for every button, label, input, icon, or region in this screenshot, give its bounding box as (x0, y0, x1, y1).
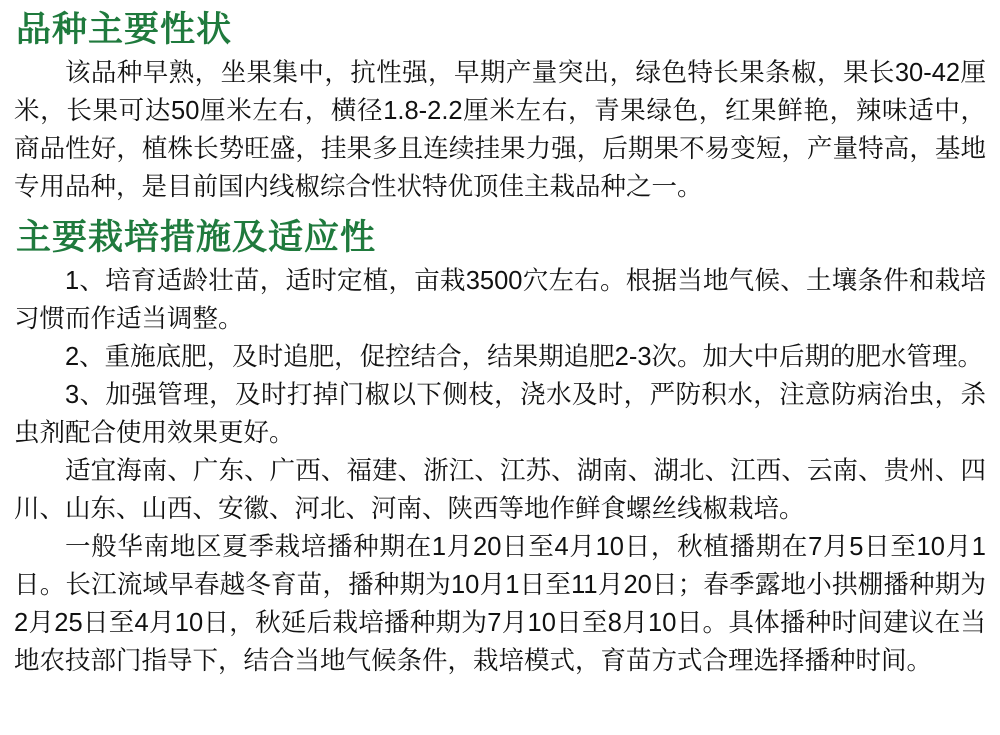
paragraph-variety-traits: 该品种早熟，坐果集中，抗性强，早期产量突出，绿色特长果条椒，果长30-42厘米，长果可达50厘米左右，横径1.8-2.2厘米左右，青果绿色，红果鲜艳，辣味适中，商品性好，植株长势旺盛，挂果多且连续挂果力强，后期果不易变短，产量特高，基地专用品种，是目前国内线椒综合性状特优顶佳主栽品种之一。 (14, 59, 986, 201)
section-heading-variety-traits: 品种主要性状 (16, 10, 233, 49)
paragraph-sowing-schedule: 一般华南地区夏季栽培播种期在1月20日至4月10日，秋植播期在7月5日至10月1日。长江流域早春越冬育苗，播种期为10月1日至11月20日；春季露地小拱棚播种期为2月25日至4月10日，秋延后栽培播种期为7月10日至8月10日。具体播种时间建议在当地农技部门指导下，结合当地气候条件，栽培模式，育苗方式合理选择播种时间。 (14, 533, 986, 675)
paragraph-cultivation-2: 2、重施底肥，及时追肥，促控结合，结果期追肥2-3次。加大中后期的肥水管理。 (65, 343, 984, 371)
paragraph-cultivation-1: 1、培育适龄壮苗，适时定植，亩栽3500穴左右。根据当地气候、土壤条件和栽培习惯而作适当调整。 (14, 267, 986, 333)
paragraph-suitable-regions: 适宜海南、广东、广西、福建、浙江、江苏、湖南、湖北、江西、云南、贵州、四川、山东、山西、安徽、河北、河南、陕西等地作鲜食螺丝线椒栽培。 (14, 457, 986, 523)
paragraph-cultivation-3: 3、加强管理，及时打掉门椒以下侧枝，浇水及时，严防积水，注意防病治虫，杀虫剂配合使用效果更好。 (14, 381, 986, 447)
section-heading-cultivation-measures: 主要栽培措施及适应性 (16, 218, 377, 257)
